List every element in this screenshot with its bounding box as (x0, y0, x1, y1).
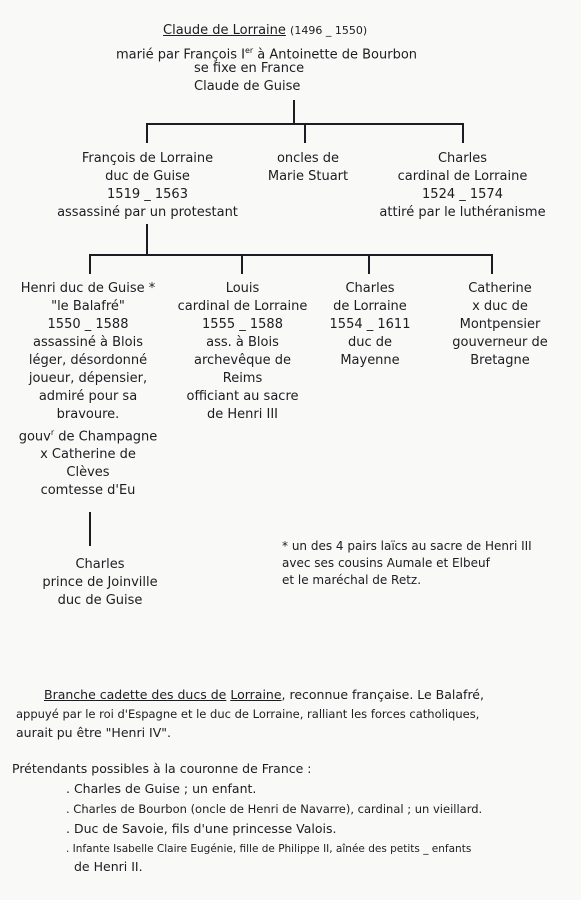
person-catherine (440, 280, 560, 370)
joinville-title-2: duc de Guise (57, 593, 143, 608)
louis-title: cardinal de Lorraine (177, 299, 308, 314)
henri-note-5: bravoure. (56, 407, 120, 422)
person-charles-mayenne (322, 280, 418, 370)
person-louis (165, 280, 320, 424)
footnote-line-2: avec ses cousins Aumale et Elbeuf (282, 556, 490, 570)
louis-note-4: officiant au sacre (186, 389, 299, 404)
root-name (163, 22, 367, 40)
pretendant-item-2: . Charles de Bourbon (oncle de Henri de Navarre), cardinal ; un vieillard. (66, 802, 483, 816)
pretendant-item-3: . Duc de Savoie, fils d'une princesse Valois. (66, 821, 337, 836)
mayenne-name: Charles (345, 281, 395, 296)
henri-name: Henri duc de Guise * (20, 281, 156, 296)
pretendant-item-4: . Infante Isabelle Claire Eugénie, fille de Philippe II, aînée des petits _ enfants (66, 843, 472, 855)
branch-rest-1: , reconnue française. Le Balafré, (281, 687, 484, 702)
francois-title: duc de Guise (105, 169, 190, 184)
joinville-title-1: prince de Joinville (42, 575, 158, 590)
connector-gen2-mid (304, 123, 306, 143)
root-line3: se fixe en France (194, 61, 305, 76)
henri-dates: 1550 _ 1588 (47, 317, 129, 332)
louis-note-3: Reims (222, 371, 263, 386)
person-henri-balafre (2, 280, 174, 500)
henri-spouse-1: x Catherine de (40, 447, 136, 463)
henri-gouv-sup: r (50, 428, 55, 437)
branch-underlined-2: Lorraine (230, 687, 282, 702)
connector-gen3-2 (241, 254, 243, 274)
henri-nickname: "le Balafré" (51, 299, 125, 314)
charles-cardinal-note: attiré par le luthéranisme (379, 205, 546, 220)
person-charles-cardinal (360, 150, 565, 222)
francois-note: assassiné par un protestant (57, 205, 238, 220)
connector-gen3-1 (89, 254, 91, 274)
catherine-note-1: gouverneur de (452, 335, 548, 350)
mayenne-dates: 1554 _ 1611 (329, 317, 411, 332)
branch-line-1 (44, 686, 484, 704)
louis-note-5: de Henri III (207, 407, 278, 422)
footnote-line-3: et le maréchal de Retz. (282, 573, 422, 587)
root-line2: marié par François I (116, 47, 245, 63)
oncles-line2: Marie Stuart (267, 169, 349, 184)
connector-gen2-right (462, 123, 464, 143)
charles-cardinal-dates: 1524 _ 1574 (422, 187, 503, 202)
branch-line-3: aurait pu être "Henri IV". (16, 725, 171, 740)
mayenne-title-2: Mayenne (340, 353, 400, 368)
root-line4: Claude de Guise (194, 79, 301, 94)
pretendants-heading: Prétendants possibles à la couronne de France : (12, 761, 312, 776)
louis-note-2: archevêque de (194, 353, 291, 368)
henri-note-1: assassiné à Blois (33, 335, 143, 350)
henri-spouse-3: comtesse d'Eu (40, 483, 136, 499)
henri-gouverneur (2, 424, 174, 446)
catherine-spouse-2: Montpensier (459, 317, 541, 332)
connector-gen2-left (146, 123, 148, 143)
louis-name: Louis (225, 281, 260, 296)
footnote-line-1: * un des 4 pairs laïcs au sacre de Henri III (282, 539, 532, 553)
connector-root-down (293, 100, 295, 123)
francois-dates: 1519 _ 1563 (107, 187, 188, 202)
mayenne-title-1: duc de (347, 335, 393, 350)
connector-gen3-bar (89, 254, 492, 256)
root-line2-rest: à Antoinette de Bourbon (253, 47, 418, 63)
charles-cardinal-name: Charles (437, 151, 487, 166)
oncles-line1: oncles de (276, 151, 340, 166)
joinville-name: Charles (75, 557, 125, 572)
connector-francois-down (146, 224, 148, 254)
connector-gen3-3 (368, 254, 370, 274)
footnote (282, 538, 532, 589)
henri-note-2: léger, désordonné (28, 353, 148, 368)
francois-name: François de Lorraine (81, 151, 214, 166)
catherine-spouse: x duc de (472, 299, 528, 314)
henri-note-3: joueur, dépensier, (28, 371, 148, 386)
catherine-name: Catherine (468, 281, 532, 296)
root-dates: (1496 _ 1550) (290, 24, 368, 37)
catherine-note-2: Bretagne (470, 353, 530, 368)
pretendant-item-4-cont: de Henri II. (74, 859, 143, 874)
henri-gouv-rest: de Champagne (54, 429, 158, 445)
root-name-text: Claude de Lorraine (163, 23, 286, 38)
mayenne-family: de Lorraine (333, 299, 407, 314)
henri-gouv: gouv (18, 429, 51, 445)
henri-note-4: admiré pour sa (38, 389, 138, 404)
note-oncles (248, 150, 368, 186)
connector-henri-down (89, 512, 91, 546)
charles-cardinal-title: cardinal de Lorraine (397, 169, 528, 184)
root-line2-sup: er (244, 46, 254, 55)
louis-note-1: ass. à Blois (206, 335, 279, 350)
connector-gen3-4 (491, 254, 493, 274)
branch-line-2: appuyé par le roi d'Espagne et le duc de Lorraine, ralliant les forces catholiques, (16, 707, 480, 721)
branch-underlined-1: Branche cadette des ducs de (44, 687, 227, 702)
person-charles-joinville (35, 556, 165, 610)
person-francois (40, 150, 255, 222)
pretendant-item-1: . Charles de Guise ; un enfant. (66, 781, 257, 796)
louis-dates: 1555 _ 1588 (202, 317, 283, 332)
henri-spouse-2: Clèves (66, 465, 110, 481)
